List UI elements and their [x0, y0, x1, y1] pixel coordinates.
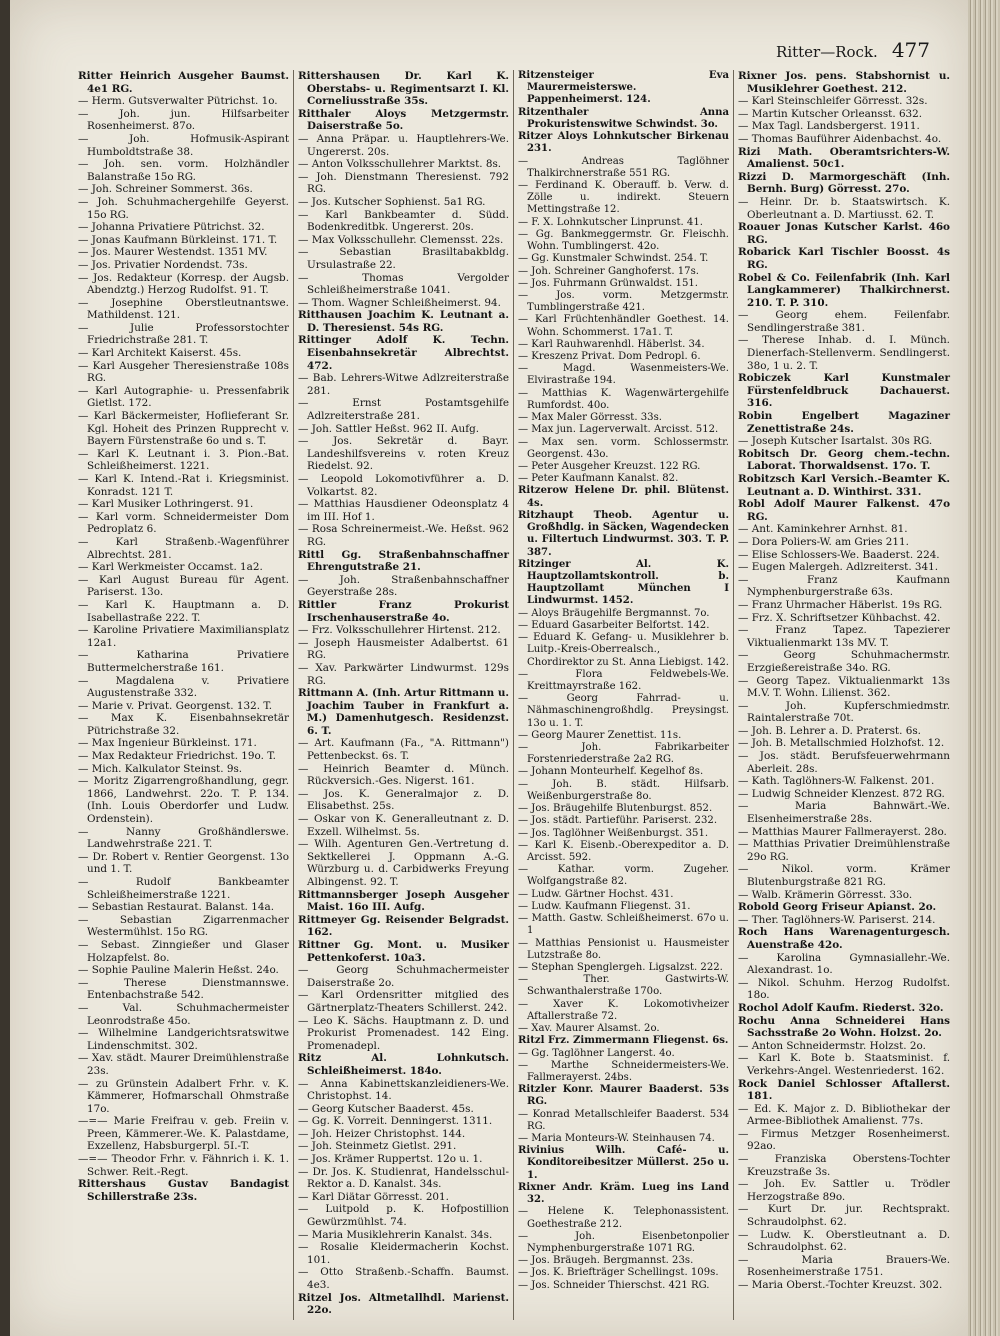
- directory-entry: — Georg Schuhmachermeister Daiserstraße 2o.: [298, 964, 509, 989]
- directory-entry: Roch Hans Warenagenturgesch. Auenstraße 42o.: [738, 926, 950, 951]
- directory-entry: — Jos. K. Generalmajor z. D. Elisabethst. 25s.: [298, 787, 509, 813]
- directory-entry: — Joh. Steinmetz Gietlst. 291.: [298, 1140, 457, 1153]
- directory-entry: — Franz Uhrmacher Häberlst. 19s RG.: [738, 598, 943, 611]
- directory-entry: Ritthaler Aloys Metzgermstr. Daiserstraße 5o.: [298, 107, 509, 133]
- directory-entry: — Joh. Dienstmann Theresienst. 792 RG.: [298, 170, 509, 196]
- directory-entry: — Sebastian Restaurat. Balanst. 14a.: [78, 901, 275, 914]
- directory-entry: Robiczek Karl Kunstmaler Fürstenfeldbruck Dachauerst. 316.: [738, 372, 950, 410]
- directory-entry: Rittinger Adolf K. Techn. Eisenbahnsekretär Albrechtst. 472.: [298, 334, 509, 372]
- page-number: 477: [891, 38, 930, 62]
- directory-entry: — Jos. Taglöhner Weißenburgst. 351.: [518, 827, 709, 839]
- directory-entry: — Ludw. K. Oberstleutnant a. D. Schraudolphst. 62.: [738, 1228, 950, 1254]
- directory-entry: — Luitpold p. K. Hofpostillion Gewürzmühlst. 74.: [298, 1203, 509, 1229]
- directory-entry: — Maria Monteurs-W. Steinhausen 74.: [518, 1133, 715, 1145]
- running-title: Ritter—Rock.: [776, 43, 878, 61]
- directory-entry: — Therese Dienstmannswe. Entenbachstraße 542.: [78, 976, 289, 1002]
- directory-entry: — Matth. Gastw. Schleißheimerst. 67o u. 1: [518, 913, 729, 937]
- directory-entry: —=— Marie Freifrau v. geb. Freiin v. Preen, Kämmerer.-We. K. Palastdame, Exzellenz, Habsburgerpl. 5I.-T.: [78, 1115, 289, 1153]
- directory-entry: Ritzensteiger Eva Maurermeisterswe. Pappenheimerst. 124.: [518, 70, 729, 106]
- directory-entry: — Frz. Volksschullehrer Hirtenst. 212.: [298, 624, 501, 637]
- directory-entry: — Joseph Kutscher Isartalst. 30s RG.: [738, 435, 933, 448]
- directory-entry: — Joh. B. Lehrer a. D. Praterst. 6s.: [738, 724, 921, 737]
- directory-entry: — Anna Kabinettskanzleidieners-We. Christophst. 14.: [298, 1077, 509, 1103]
- directory-entry: Rittershausen Dr. Karl K. Oberstabs- u. Regimentsarzt I. Kl. Corneliusstraße 35s.: [298, 70, 509, 108]
- directory-entry: — Xaver K. Lokomotivheizer Aftallerstraße 72.: [518, 998, 729, 1022]
- directory-entry: — Magd. Wasenmeisters-We. Elvirastraße 194.: [518, 363, 729, 387]
- directory-entry: — Joh. Hofmusik-Aspirant Humboldtstraße 38.: [78, 132, 289, 158]
- directory-entry: — Karl Bäckermeister, Hoflieferant Sr. Kgl. Hoheit des Prinzen Rupprecht v. Bayern Fürstenstraße 6o und s. T.: [78, 410, 289, 448]
- directory-entry: — Ed. K. Major z. D. Bibliothekar der Armee-Bibliothek Amalienst. 77s.: [738, 1102, 950, 1128]
- directory-entry: — Leo K. Sächs. Hauptmann z. D. und Prokurist Promenadest. 142 Eing. Promenadepl.: [298, 1014, 509, 1052]
- directory-entry: Robold Georg Friseur Apianst. 2o.: [738, 901, 937, 914]
- directory-entry: — Karl Bankbeamter d. Südd. Bodenkreditbk. Ungererst. 20s.: [298, 208, 509, 234]
- directory-entry: — Matthias Privatier Dreimühlenstraße 29o RG.: [738, 838, 950, 863]
- directory-entry: — Dr. Jos. K. Studienrat, Handelsschul-Rektor a. D. Kanalst. 34s.: [298, 1165, 509, 1191]
- directory-entry: — Stephan Spenglergeh. Ligsalzst. 222.: [518, 961, 723, 973]
- directory-entry: — Georg Fahrrad- u. Nähmaschinengroßhdlg. Preysingst. 13o u. 1. T.: [518, 693, 729, 729]
- directory-entry: — Elise Schlossers-We. Baaderst. 224.: [738, 548, 940, 561]
- directory-entry: — Kurt Dr. jur. Rechtsprakt. Schraudolphst. 62.: [738, 1203, 950, 1229]
- directory-entry: — Mich. Kalkulator Steinst. 9s.: [78, 762, 243, 775]
- directory-entry: — Joh. B. städt. Hilfsarb. Weißenburgerstraße 8o.: [518, 778, 729, 802]
- directory-entry: — Rudolf Bankbeamter Schleißheimerstraße 1221.: [78, 876, 289, 901]
- directory-entry: — Helene K. Telephonassistent. Goethestraße 212.: [518, 1206, 729, 1230]
- directory-entry: — Karoline Privatiere Maximiliansplatz 12a1.: [78, 624, 289, 649]
- directory-entry: — Max jun. Lagerverwalt. Arcisst. 512.: [518, 424, 719, 436]
- directory-entry: — Matthias Maurer Fallmerayerst. 28o.: [738, 825, 947, 838]
- directory-entry: — Max Redakteur Friedrichst. 19o. T.: [78, 750, 276, 763]
- directory-entry: — Joh. Schreiner Ganghoferst. 17s.: [518, 265, 699, 277]
- directory-entry: — Kreszenz Privat. Dom Pedropl. 6.: [518, 351, 701, 363]
- directory-entry: — Marthe Schneidermeisters-We. Fallmerayerst. 24bs.: [518, 1059, 729, 1083]
- directory-entry: — Karl Autographie- u. Pressenfabrik Gietlst. 172.: [78, 384, 289, 410]
- directory-entry: — Maria Oberst.-Tochter Kreuzst. 302.: [738, 1279, 943, 1291]
- directory-entry: — Heinr. Dr. b. Staatswirtsch. K. Oberleutnant a. D. Martiusst. 62. T.: [738, 195, 950, 221]
- directory-entry: — Jos. städt. Berufsfeuerwehrmann Aberleit. 28s.: [738, 750, 950, 775]
- directory-entry: — F. X. Lohnkutscher Linprunst. 41.: [518, 216, 703, 228]
- directory-entry: — Nikol. vorm. Krämer Blutenburgstraße 821 RG.: [738, 863, 950, 888]
- directory-entry: — Heinrich Beamter d. Münch. Rückversich.-Ges. Nigerst. 161.: [298, 762, 509, 788]
- directory-entry: Rochol Adolf Kaufm. Riederst. 32o.: [738, 1001, 944, 1014]
- directory-entry: — Jos. Redakteur (Korresp. der Augsb. Abendztg.) Herzog Rudolfst. 91. T.: [78, 271, 289, 297]
- directory-entry: — Kath. Taglöhners-W. Falkenst. 201.: [738, 775, 935, 788]
- directory-entry: — Anton Schneidermstr. Holzst. 2o.: [738, 1039, 926, 1052]
- directory-entry: —=— Theodor Frhr. v. Fähnrich i. K. 1. Schwer. Reit.-Regt.: [78, 1153, 289, 1178]
- directory-entry: — Georg Kutscher Baaderst. 45s.: [298, 1102, 474, 1115]
- directory-entry: — Karl Ausgeher Theresienstraße 108s RG.: [78, 359, 289, 385]
- directory-entry: — Joh. jun. Hilfsarbeiter Rosenheimerst. 87o.: [78, 107, 289, 133]
- directory-entry: Rivinius Wilh. Café- u. Konditoreibesitzer Müllerst. 25o u. 1.: [518, 1145, 729, 1181]
- book-spine-shadow: [0, 0, 10, 1336]
- directory-entry: — Dora Poliers-W. am Gries 211.: [738, 535, 909, 548]
- directory-entry: — Matthias Hausdiener Odeonsplatz 4 im III. Hof 1.: [298, 498, 509, 523]
- directory-entry: — Sebastian Zigarrenmacher Westermühlst. 15o RG.: [78, 913, 289, 939]
- directory-entry: — zu Grünstein Adalbert Frhr. v. K. Kämmerer, Hofmarschall Ohmstraße 17o.: [78, 1077, 289, 1115]
- directory-entry: — Joseph Hausmeister Adalbertst. 61 RG.: [298, 636, 509, 662]
- directory-entry: — Leopold Lokomotivführer a. D. Volkartst. 82.: [298, 473, 509, 498]
- directory-entry: — Ludw. Gärtner Hochst. 431.: [518, 888, 674, 900]
- directory-entry: — Otto Straßenb.-Schaffn. Baumst. 4e3.: [298, 1266, 509, 1291]
- directory-entry: — Jos. Krämer Ruppertst. 12o u. 1.: [298, 1153, 483, 1166]
- directory-entry: — Joh. B. Metallschmied Holzhofst. 12.: [738, 737, 945, 750]
- column-1: [74, 70, 294, 1320]
- directory-entry: — Firmus Metzger Rosenheimerst. 92ao.: [738, 1127, 950, 1153]
- directory-entry: Ritthausen Joachim K. Leutnant a. D. Theresienst. 54s RG.: [298, 309, 509, 334]
- directory-entry: — Karl Werkmeister Occamst. 1a2.: [78, 561, 263, 574]
- directory-entry: — Peter Kaufmann Kanalst. 82.: [518, 473, 679, 485]
- directory-entry: — Sophie Pauline Malerin Heßst. 24o.: [78, 964, 279, 977]
- column-2: [294, 70, 514, 1320]
- directory-entry: — Gg. K. Vorreit. Denningerst. 1311.: [298, 1115, 493, 1128]
- directory-page: [10, 0, 968, 1336]
- directory-entry: Robel & Co. Feilenfabrik (Inh. Karl Langkammerer) Thalkirchnerst. 210. T. P. 310.: [738, 271, 950, 309]
- directory-entry: — Jos. Maurer Westendst. 1351 MV.: [78, 246, 268, 259]
- directory-entry: Ritter Heinrich Ausgeher Baumst. 4e1 RG.: [78, 70, 289, 95]
- directory-entry: — Matthias K. Wagenwärtergehilfe Rumfordst. 40o.: [518, 387, 729, 411]
- directory-entry: Ritz Al. Lohnkutsch. Schleißheimerst. 184o.: [298, 1052, 509, 1077]
- directory-entry: — Xav. Parkwärter Lindwurmst. 129s RG.: [298, 661, 509, 687]
- directory-entry: — Bab. Lehrers-Witwe Adlzreiterstraße 281.: [298, 372, 509, 397]
- directory-entry: — Joh. Eisenbetonpolier Nymphenburgerstraße 1071 RG.: [518, 1230, 729, 1254]
- directory-entry: — Joh. Sattler Heßst. 962 II. Aufg.: [298, 422, 480, 435]
- directory-entry: — Jos. Fuhrmann Grünwaldst. 151.: [518, 277, 699, 289]
- column-4: [734, 70, 954, 1320]
- directory-entry: Rock Daniel Schlosser Aftallerst. 181.: [738, 1077, 950, 1103]
- directory-entry: — Martin Kutscher Orleansst. 632.: [738, 107, 923, 120]
- directory-entry: — Jos. Sekretär d. Bayr. Landeshilfsvereins v. roten Kreuz Riedelst. 92.: [298, 435, 509, 473]
- directory-entry: — Jos. Kutscher Sophienst. 5a1 RG.: [298, 195, 486, 208]
- page-header: [776, 38, 930, 62]
- directory-entry: — Joh. Schreiner Sommerst. 36s.: [78, 183, 253, 196]
- directory-entry: — Josephine Oberstleutnantswe. Mathildenst. 121.: [78, 296, 289, 322]
- directory-entry: — Thomas Bauführer Aidenbachst. 4o.: [738, 132, 942, 145]
- directory-entry: — Karl Ordensritter mitglied des Gärtnerplatz-Theaters Schillerst. 242.: [298, 989, 509, 1014]
- directory-columns: [74, 70, 956, 1320]
- directory-entry: — Aloys Bräugehilfe Bergmannst. 7o.: [518, 607, 710, 619]
- directory-entry: Rochu Anna Schneiderei Hans Sachsstraße 2o Wohn. Holzst. 2o.: [738, 1014, 950, 1040]
- directory-entry: — Art. Kaufmann (Fa., "A. Rittmann") Pettenbeckst. 6s. T.: [298, 737, 509, 763]
- directory-entry: — Jos. Schneider Thierschst. 421 RG.: [518, 1279, 710, 1291]
- directory-entry: — Joh. Straßenbahnschaffner Geyerstraße 28s.: [298, 573, 509, 599]
- directory-entry: — Jos. Bräugehilfe Blutenburgst. 852.: [518, 803, 713, 815]
- directory-entry: — Karl Früchtenhändler Goethest. 14. Wohn. Schommerst. 17a1. T.: [518, 314, 729, 338]
- directory-entry: Robitsch Dr. Georg chem.-techn. Laborat. Thorwaldsenst. 17o. T.: [738, 447, 950, 473]
- directory-entry: Rittler Franz Prokurist Irschenhauserstraße 4o.: [298, 598, 509, 624]
- directory-entry: — Dr. Robert v. Rentier Georgenst. 13o und 1. T.: [78, 850, 289, 876]
- directory-entry: — Maria Brauers-We. Rosenheimerstraße 1751.: [738, 1253, 950, 1279]
- directory-entry: Ritzel Jos. Altmetallhdl. Marienst. 22o.: [298, 1291, 509, 1317]
- directory-entry: — Franz Tapez. Tapezierer Viktualienmarkt 13s MV. T.: [738, 624, 950, 649]
- directory-entry: — Jos. städt. Partieführ. Pariserst. 232.: [518, 815, 718, 827]
- directory-entry: Ritzler Konr. Maurer Baaderst. 53s RG.: [518, 1084, 729, 1108]
- directory-entry: — Karolina Gymnasiallehr.-We. Alexandrast. 1o.: [738, 951, 950, 977]
- directory-entry: — Joh. Ev. Sattler u. Trödler Herzogstraße 89o.: [738, 1178, 950, 1203]
- directory-entry: Ritzl Frz. Zimmermann Fliegenst. 6s.: [518, 1035, 729, 1047]
- directory-entry: — Kathar. vorm. Zugeher. Wolfgangstraße 82.: [518, 864, 729, 888]
- directory-entry: — Karl Rauhwarenhdl. Häberlst. 34.: [518, 338, 705, 350]
- directory-entry: Rizi Math. Oberamtsrichters-W. Amalienst. 50c1.: [738, 145, 950, 171]
- directory-entry: Rixner Andr. Kräm. Lueg ins Land 32.: [518, 1181, 729, 1206]
- directory-entry: — Matthias Pensionist u. Hausmeister Lutzstraße 8o.: [518, 937, 729, 961]
- directory-entry: — Karl K. Bote b. Staatsminist. f. Verkehrs-Angel. Westenriederst. 162.: [738, 1052, 950, 1077]
- directory-entry: — Nanny Großhändlerswe. Landwehrstraße 221. T.: [78, 825, 289, 851]
- directory-entry: Robl Adolf Maurer Falkenst. 47o RG.: [738, 498, 950, 523]
- directory-entry: — Frz. X. Schriftsetzer Kühbachst. 42.: [738, 611, 941, 624]
- directory-entry: Ritzenthaler Anna Prokuristenswitwe Schwindst. 3o.: [518, 106, 729, 130]
- directory-entry: — Wilhelmine Landgerichtsratswitwe Lindenschmitst. 302.: [78, 1027, 289, 1052]
- directory-entry: — Ferdinand K. Oberauff. b. Verw. d. Zölle u. indirekt. Steuern Mettingstraße 12.: [518, 179, 729, 216]
- directory-entry: — Karl vorm. Schneidermeister Dom Pedroplatz 6.: [78, 510, 289, 536]
- directory-entry: — Ant. Kaminkehrer Arnhst. 81.: [738, 523, 908, 536]
- directory-entry: — Karl K. Eisenb.-Oberexpeditor a. D. Arcisst. 592.: [518, 839, 729, 863]
- directory-entry: — Magdalena v. Privatiere Augustenstraße 332.: [78, 674, 289, 700]
- directory-entry: — Sebastian Brasiltabakbldg. Ursulastraße 22.: [298, 246, 509, 271]
- directory-entry: — Eugen Malergeh. Adlzreiterst. 341.: [738, 561, 939, 574]
- directory-entry: — Konrad Metallschleifer Baaderst. 534 RG.: [518, 1108, 729, 1132]
- directory-entry: — Georg Tapez. Viktualienmarkt 13s M.V. T. Wohn. Lilienst. 362.: [738, 674, 950, 700]
- directory-entry: — Jos. K. Briefträger Schellingst. 109s.: [518, 1267, 719, 1279]
- directory-entry: — Val. Schuhmachermeister Leonrodstraße 45o.: [78, 1001, 289, 1027]
- directory-entry: — Maria Musiklehrerin Kanalst. 34s.: [298, 1228, 493, 1241]
- directory-entry: — Gg. Taglöhner Langerst. 4o.: [518, 1047, 675, 1059]
- directory-entry: — Jos. vorm. Metzgermstr. Tumblingerstraße 421.: [518, 289, 729, 314]
- directory-entry: — Karl K. Leutnant i. 3. Pion.-Bat. Schleißheimerst. 1221.: [78, 447, 289, 473]
- directory-entry: — Thomas Vergolder Schleißheimerstraße 1041.: [298, 271, 509, 297]
- directory-entry: — Max K. Eisenbahnsekretär Pütrichstraße 32.: [78, 712, 289, 737]
- directory-entry: — Karl Steinschleifer Görresst. 32s.: [738, 95, 928, 108]
- directory-entry: — Anna Präpar. u. Hauptlehrers-We. Ungererst. 20s.: [298, 132, 509, 158]
- directory-entry: — Moritz Zigarrengroßhandlung, gegr. 1866, Landwehrst. 22o. T. P. 134. (Inh. Louis Oberdorfer und Ludw. Ordenstein).: [78, 775, 289, 826]
- directory-entry: — Eduard Gasarbeiter Belfortst. 142.: [518, 619, 710, 631]
- directory-entry: — Ther. Taglöhners-W. Pariserst. 214.: [738, 913, 936, 926]
- directory-entry: Ritzhaupt Theob. Agentur u. Großhdlg. in Säcken, Wagendecken u. Filtertuch Lindwurmst. 303. T. P. 387.: [518, 509, 729, 558]
- directory-entry: — Joh. Fabrikarbeiter Forstenriederstraße 2a2 RG.: [518, 742, 729, 766]
- directory-entry: — Nikol. Schuhm. Herzog Rudolfst. 18o.: [738, 976, 950, 1002]
- directory-entry: — Karl K. Intend.-Rat i. Kriegsminist. Konradst. 121 T.: [78, 473, 289, 498]
- directory-entry: — Peter Ausgeher Kreuzst. 122 RG.: [518, 461, 701, 472]
- directory-entry: Ritzinger Al. K. Hauptzollamtskontroll. b. Hauptzollamt München I Lindwurmst. 1452.: [518, 558, 729, 607]
- directory-entry: Rittmann A. (Inh. Artur Rittmann u. Joachim Tauber in Frankfurt a. M.) Damenhutgesch. Residenzst. 6. T.: [298, 687, 509, 737]
- directory-entry: — Ther. Gastwirts-W. Schwanthalerstraße 170o.: [518, 974, 729, 998]
- directory-entry: — Wilh. Agenturen Gen.-Vertretung d. Sektkellerei J. Oppmann A.-G. Würzburg u. d. Carbidwerks Freyung Albingenst. 92. T.: [298, 838, 509, 888]
- directory-entry: — Thom. Wagner Schleißheimerst. 94.: [298, 296, 501, 309]
- directory-entry: — Jos. Privatier Nordendst. 73s.: [78, 258, 248, 271]
- directory-entry: Ritzer Aloys Lohnkutscher Birkenau 231.: [518, 131, 729, 155]
- directory-entry: — Jonas Kaufmann Bürkleinst. 171. T.: [78, 233, 278, 246]
- directory-entry: — Walb. Krämerin Görresst. 33o.: [738, 888, 913, 901]
- directory-entry: — Karl Diätar Görresst. 201.: [298, 1190, 449, 1203]
- directory-entry: — Anton Volksschullehrer Marktst. 8s.: [298, 158, 502, 171]
- directory-entry: — Therese Inhab. d. I. Münch. Dienerfach-Stellenverm. Sendlingerst. 38o, 1 u. 2. T.: [738, 334, 950, 372]
- directory-entry: — Marie v. Privat. Georgenst. 132. T.: [78, 699, 273, 712]
- directory-entry: — Joh. Schuhmachergehilfe Geyerst. 15o RG.: [78, 195, 289, 221]
- directory-entry: Robarick Karl Tischler Boosst. 4s RG.: [738, 246, 950, 271]
- directory-entry: — Ernst Postamtsgehilfe Adlzreiterstraße 281.: [298, 397, 509, 423]
- directory-entry: — Rosa Schreinermeist.-We. Heßst. 962 RG.: [298, 523, 509, 548]
- directory-entry: — Joh. sen. vorm. Holzhändler Balanstraße 15o RG.: [78, 158, 289, 183]
- directory-entry: Rittmannsberger Joseph Ausgeher Maist. 16o III. Aufg.: [298, 888, 509, 914]
- directory-entry: — Katharina Privatiere Buttermelcherstraße 161.: [78, 649, 289, 674]
- directory-entry: Rizzi D. Marmorgeschäft (Inh. Bernh. Burg) Görresst. 27o.: [738, 170, 950, 196]
- directory-entry: Rittl Gg. Straßenbahnschaffner Ehrengutstraße 21.: [298, 548, 509, 574]
- directory-entry: Robin Engelbert Magaziner Zenettistraße 24s.: [738, 410, 950, 435]
- directory-entry: — Karl Architekt Kaiserst. 45s.: [78, 347, 242, 360]
- directory-entry: Ritzerow Helene Dr. phil. Blütenst. 4s.: [518, 485, 729, 509]
- directory-entry: — Max sen. vorm. Schlossermstr. Georgenst. 43o.: [518, 436, 729, 460]
- directory-entry: — Flora Feldwebels-We. Kreittmayrstraße 162.: [518, 668, 729, 692]
- directory-entry: — Max Volksschullehr. Clemensst. 22s.: [298, 233, 504, 246]
- directory-entry: — Ludwig Schneider Klenzest. 872 RG.: [738, 787, 945, 800]
- directory-entry: — Gg. Kunstmaler Schwindst. 254. T.: [518, 253, 709, 265]
- directory-entry: — Johanna Privatiere Pütrichst. 32.: [78, 221, 265, 234]
- directory-entry: — Xav. städt. Maurer Dreimühlenstraße 23s.: [78, 1052, 289, 1077]
- directory-entry: Rittner Gg. Mont. u. Musiker Pettenkoferst. 10a3.: [298, 938, 509, 964]
- directory-entry: — Max Maler Görresst. 33s.: [518, 412, 662, 424]
- directory-entry: — Georg ehem. Feilenfabr. Sendlingerstraße 381.: [738, 309, 950, 334]
- directory-entry: — Joh. Kupferschmiedmstr. Raintalerstraße 70t.: [738, 699, 950, 725]
- directory-entry: — Xav. Maurer Alsamst. 2o.: [518, 1023, 660, 1035]
- directory-entry: — Georg Schuhmachermstr. Erzgießereistraße 34o. RG.: [738, 649, 950, 674]
- directory-entry: — Ludw. Kaufmann Fliegenst. 31.: [518, 900, 691, 912]
- directory-entry: — Karl K. Hauptmann a. D. Isabellastraße 222. T.: [78, 598, 289, 624]
- directory-entry: — Joh. Heizer Christophst. 144.: [298, 1127, 466, 1140]
- directory-entry: Rittershaus Gustav Bandagist Schillerstraße 23s.: [78, 1178, 289, 1203]
- directory-entry: — Karl August Bureau für Agent. Pariserst. 13o.: [78, 573, 289, 599]
- directory-entry: Rittmeyer Gg. Reisender Belgradst. 162.: [298, 913, 509, 939]
- directory-entry: Roauer Jonas Kutscher Karlst. 46o RG.: [738, 221, 950, 246]
- directory-entry: — Julie Professorstochter Friedrichstraße 281. T.: [78, 321, 289, 347]
- page-edges: [968, 0, 1000, 1336]
- directory-entry: — Rosalie Kleidermacherin Kochst. 101.: [298, 1241, 509, 1266]
- directory-entry: — Maria Bahnwärt.-We. Elsenheimerstraße 28s.: [738, 800, 950, 826]
- directory-entry: — Georg Maurer Zenettist. 11s.: [518, 729, 682, 741]
- directory-entry: — Franziska Oberstens-Tochter Kreuzstraße 3s.: [738, 1153, 950, 1178]
- directory-entry: — Herm. Gutsverwalter Pütrichst. 1o.: [78, 95, 278, 108]
- directory-entry: Rixner Jos. pens. Stabshornist u. Musiklehrer Goethest. 212.: [738, 70, 950, 95]
- directory-entry: — Jos. Bräugeh. Bergmannst. 23s.: [518, 1255, 694, 1267]
- column-3: [514, 70, 734, 1320]
- directory-entry: — Karl Straßenb.-Wagenführer Albrechtst. 281.: [78, 535, 289, 561]
- directory-entry: — Oskar von K. Generalleutnant z. D. Exzell. Wilhelmst. 5s.: [298, 813, 509, 838]
- directory-entry: — Andreas Taglöhner Thalkirchnerstraße 551 RG.: [518, 155, 729, 179]
- directory-entry: — Eduard K. Gefang- u. Musiklehrer b. Luitp.-Kreis-Oberrealsch., Chordirektor zu St. Anna Liebigst. 142.: [518, 632, 730, 668]
- directory-entry: Robitzsch Karl Versich.-Beamter K. Leutnant a. D. Winthirst. 331.: [738, 473, 950, 498]
- directory-entry: — Franz Kaufmann Nymphenburgerstraße 63s.: [738, 573, 950, 599]
- directory-entry: — Max Tagl. Landsbergerst. 1911.: [738, 120, 920, 133]
- directory-entry: — Johann Monteurhelf. Kegelhof 8s.: [518, 766, 704, 778]
- directory-entry: — Gg. Bankmeggermstr. Gr. Fleischh. Wohn. Tumblingerst. 42o.: [518, 228, 729, 253]
- directory-entry: — Max Ingenieur Bürkleinst. 171.: [78, 737, 257, 750]
- directory-entry: — Karl Musiker Lothringerst. 91.: [78, 498, 254, 511]
- directory-entry: — Sebast. Zinngießer und Glaser Holzapfelst. 8o.: [78, 938, 289, 964]
